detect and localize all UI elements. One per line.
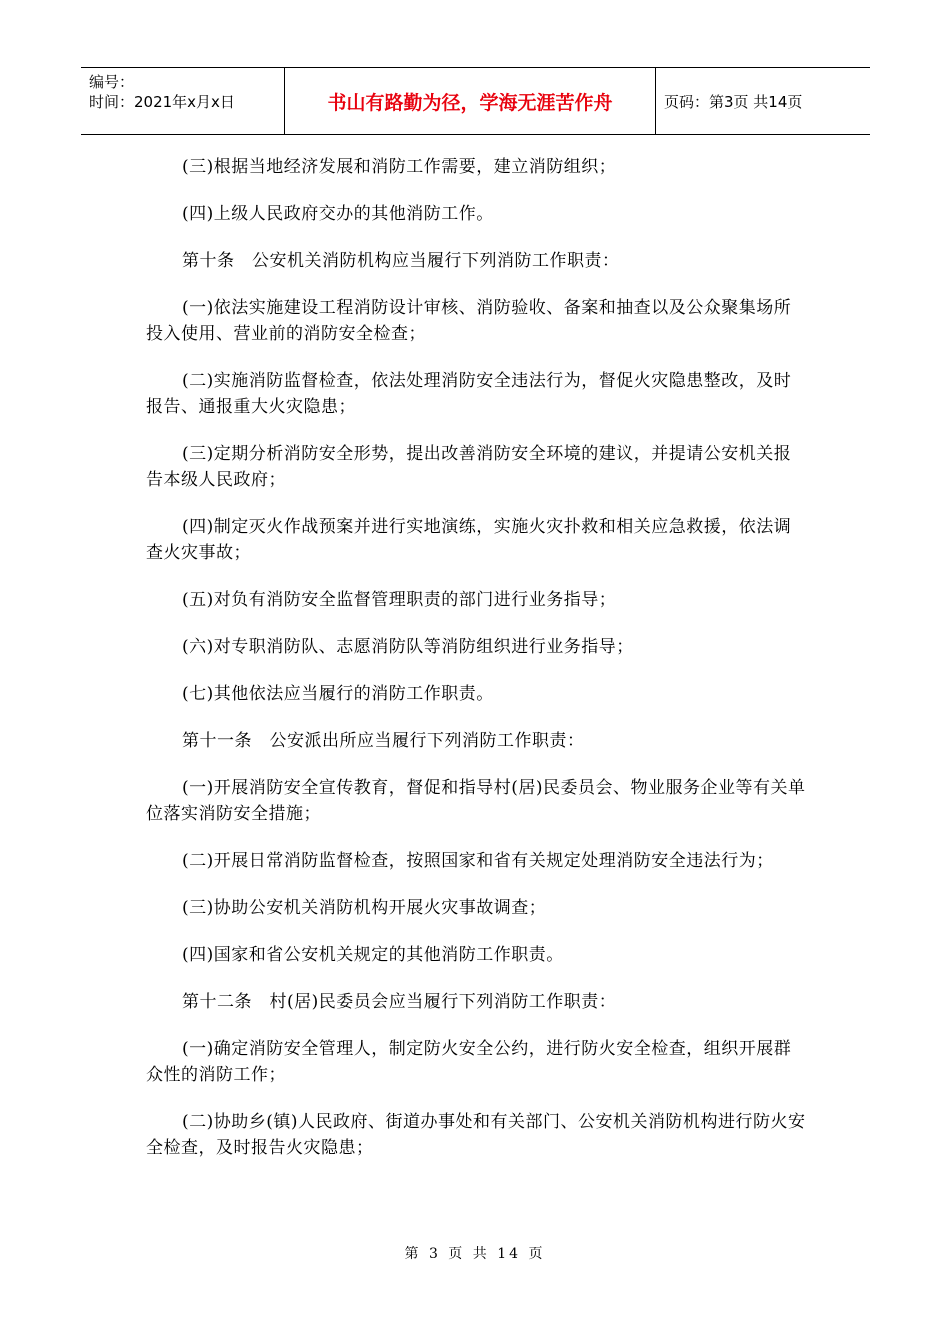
page-footer: 第 3 页 共 14 页	[404, 1246, 546, 1262]
paragraph: (三)协助公安机关消防机构开展火灾事故调查；	[182, 898, 547, 918]
document-date-label: 时间：2021年x月x日	[89, 93, 235, 111]
paragraph: (四)上级人民政府交办的其他消防工作。	[182, 204, 494, 224]
paragraph: (二)开展日常消防监督检查，按照国家和省有关规定处理消防安全违法行为；	[182, 851, 774, 871]
paragraph: (七)其他依法应当履行的消防工作职责。	[182, 684, 494, 704]
paragraph: (三)定期分析消防安全形势，提出改善消防安全环境的建议，并提请公安机关报告本级人民政府；	[146, 444, 792, 490]
header-page-label: 页码：第3页 共14页	[664, 92, 803, 111]
paragraph: (二)协助乡(镇)人民政府、街道办事处和有关部门、公安机关消防机构进行防火安全检查，及时报告火灾隐患；	[146, 1112, 806, 1158]
paragraph: (四)制定灭火作战预案并进行实地演练，实施火灾扑救和相关应急救援，依法调查火灾事故；	[146, 517, 792, 563]
article-heading: 第十条 公安机关消防机构应当履行下列消防工作职责：	[182, 251, 620, 271]
document-body	[146, 154, 806, 1161]
document-number-label: 编号：	[89, 73, 135, 91]
header-motto: 书山有路勤为径，学海无涯苦作舟	[284, 68, 656, 134]
paragraph: (二)实施消防监督检查，依法处理消防安全违法行为，督促火灾隐患整改，及时报告、通报重大火灾隐患；	[146, 371, 792, 417]
paragraph: (三)根据当地经济发展和消防工作需要，建立消防组织；	[182, 157, 617, 177]
paragraph: (一)开展消防安全宣传教育，督促和指导村(居)民委员会、物业服务企业等有关单位落实消防安全措施；	[146, 778, 806, 824]
paragraph: (一)依法实施建设工程消防设计审核、消防验收、备案和抽查以及公众聚集场所投入使用、营业前的消防安全检查；	[146, 298, 792, 344]
paragraph: (四)国家和省公安机关规定的其他消防工作职责。	[182, 945, 564, 965]
article-heading: 第十一条 公安派出所应当履行下列消防工作职责：	[182, 731, 585, 751]
page-header	[81, 67, 870, 135]
paragraph: (六)对专职消防队、志愿消防队等消防组织进行业务指导；	[182, 637, 634, 657]
paragraph: (一)确定消防安全管理人，制定防火安全公约，进行防火安全检查，组织开展群众性的消防工作；	[146, 1039, 792, 1085]
article-heading: 第十二条 村(居)民委员会应当履行下列消防工作职责：	[182, 992, 617, 1012]
header-meta	[81, 68, 284, 134]
paragraph: (五)对负有消防安全监督管理职责的部门进行业务指导；	[182, 590, 617, 610]
